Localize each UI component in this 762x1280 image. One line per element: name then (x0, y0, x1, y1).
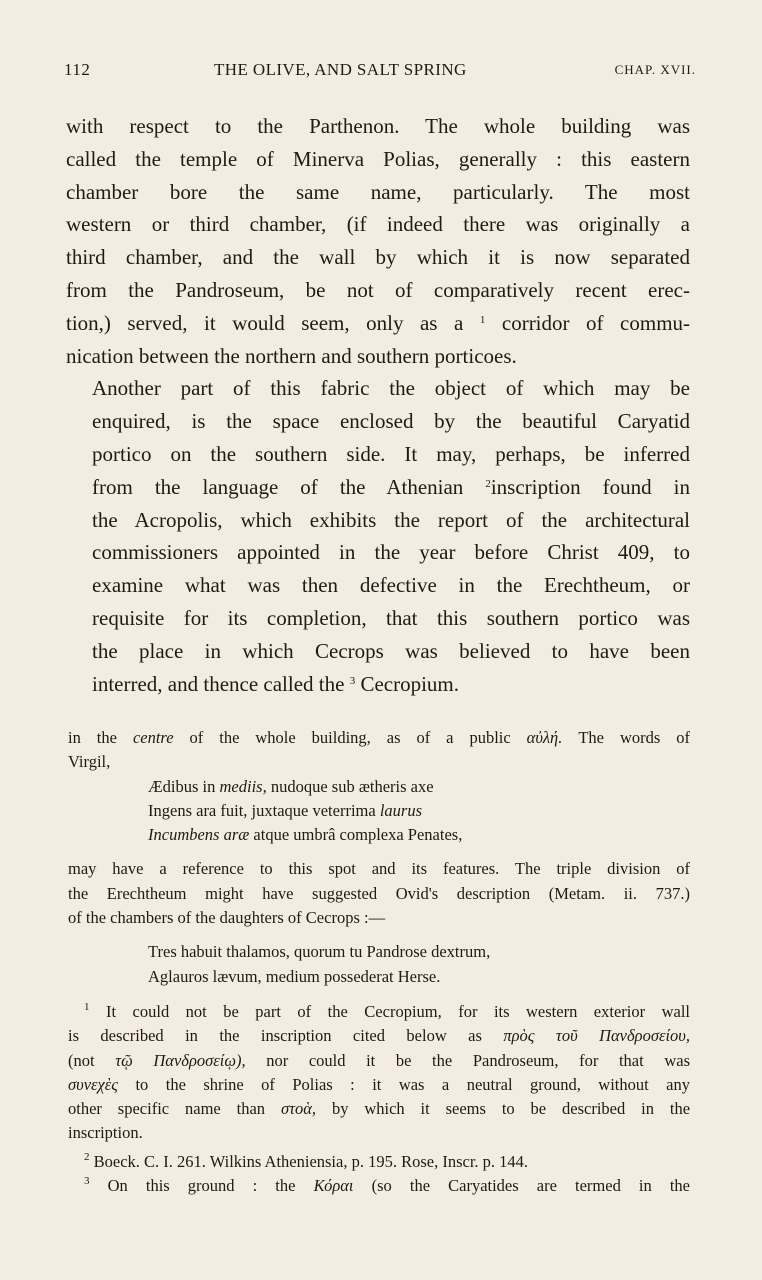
footnote-line: inscription. (68, 1123, 143, 1143)
greek-word: Κόραι (313, 1176, 354, 1196)
footnote-line (68, 1097, 690, 1121)
note-line (68, 726, 690, 750)
text-segment: Cecropium. (360, 671, 460, 696)
text-segment: from the language of the Athenian (92, 474, 464, 499)
paragraph-1 (66, 110, 690, 372)
text-line (66, 668, 690, 701)
italic-word: centre (132, 728, 174, 747)
text-segment: corridor of commu- (501, 310, 691, 335)
text-line: nication between the northern and southern porticoes. (66, 343, 517, 368)
text-line: commissioners appointed in the year before Christ 409, to (92, 540, 690, 565)
note-line: may have a reference to this spot and its features. The triple division of (68, 859, 690, 879)
running-header (64, 60, 696, 84)
text-segment: inscription found in (490, 474, 691, 499)
text-segment: (so the Caryatides are termed in the (371, 1176, 690, 1196)
footnote-line (68, 1000, 690, 1024)
text-segment: nudoque sub ætheris axe (270, 776, 434, 796)
text-segment: in the (68, 728, 117, 747)
note-continuation (68, 726, 690, 989)
footnotes (68, 1000, 690, 1198)
text-line: the place in which Cecrops was believed to have been (92, 638, 690, 663)
text-line: chamber bore the same name, particularly. The most (66, 179, 690, 204)
verse-line: Tres habuit thalamos, quorum tu Pandrose dextrum, (148, 942, 491, 962)
greek-word: τῷ Πανδροσείῳ), (115, 1050, 246, 1070)
running-title: THE OLIVE, AND SALT SPRING (214, 60, 467, 79)
greek-word: αὐλή. (526, 728, 563, 747)
text-segment: other specific name than (68, 1099, 266, 1119)
verse-quotation (68, 775, 690, 848)
paragraph-2 (66, 372, 690, 700)
footnote-line (68, 1174, 690, 1198)
text-segment: atque umbrâ complexa Penates, (253, 825, 463, 845)
footnote-ref[interactable]: 3 (349, 674, 356, 687)
text-line: western or third chamber, (if indeed there was originally a (66, 212, 690, 237)
verse-line: Aglauros lævum, medium possederat Herse. (148, 966, 441, 986)
greek-word: πρὸς τοῦ Πανδροσείου, (503, 1026, 691, 1046)
text-line: Another part of this fabric the object of which may be (92, 376, 690, 401)
footnote-line (68, 1150, 690, 1174)
greek-word: στοὰ, (280, 1099, 317, 1119)
text-segment: of the whole building, as of a public (189, 728, 511, 747)
text-segment: is described in the inscription cited below as (68, 1026, 482, 1046)
text-segment: On this ground : the (107, 1176, 296, 1196)
page-number: 112 (64, 60, 91, 79)
footnote-marker: 3 (84, 1175, 90, 1188)
footnote-marker: 2 (84, 1150, 90, 1163)
text-segment: Ingens ara fuit, juxtaque veterrima (148, 800, 376, 820)
note-line: of the chambers of the daughters of Cecrops :— (68, 908, 386, 928)
verse-line (148, 775, 690, 799)
note-line: Virgil, (68, 752, 111, 772)
text-line (66, 471, 690, 504)
main-text (66, 110, 690, 700)
text-line: third chamber, and the wall by which it is now separated (66, 245, 690, 270)
note-line: the Erechtheum might have suggested Ovid's description (Metam. ii. 737.) (68, 883, 690, 903)
text-segment: by which it seems to be described in the (331, 1099, 691, 1119)
italic-word: Incumbens aræ (148, 825, 250, 845)
italic-word: mediis, (219, 776, 267, 796)
text-segment: interred, and thence called the (92, 671, 345, 696)
text-line: requisite for its completion, that this southern portico was (92, 605, 690, 630)
text-segment: to the shrine of Polias : it was a neutral ground, without any (135, 1074, 691, 1094)
text-line: called the temple of Minerva Polias, generally : this eastern (66, 146, 690, 171)
text-segment: Ædibus in (148, 776, 216, 796)
text-segment: The words of (578, 728, 691, 747)
footnote-ref[interactable]: 1 (479, 313, 486, 326)
text-line: portico on the southern side. It may, perhaps, be inferred (92, 441, 690, 466)
footnote-line (68, 1049, 690, 1073)
footnote-line (68, 1073, 690, 1097)
text-segment: (not (68, 1050, 95, 1070)
verse-line (148, 799, 690, 823)
text-line: examine what was then defective in the Erechtheum, or (92, 573, 690, 598)
greek-word: συνεχὲς (68, 1074, 118, 1094)
footnote-ref[interactable]: 2 (485, 477, 491, 490)
text-segment: It could not be part of the Cecropium, for its western exterior wall (105, 1002, 690, 1021)
verse-quotation (68, 940, 690, 989)
chapter-label: CHAP. XVII. (614, 62, 696, 77)
footnote-line (68, 1024, 690, 1048)
text-line (66, 307, 690, 340)
text-segment: tion,) served, it would seem, only as a (66, 310, 464, 335)
verse-line (148, 823, 690, 847)
italic-word: laurus (379, 800, 423, 820)
text-line: with respect to the Parthenon. The whole building was (66, 114, 690, 138)
text-line: enquired, is the space enclosed by the beautiful Caryatid (92, 409, 690, 434)
text-line: from the Pandroseum, be not of comparatively recent erec- (66, 277, 690, 302)
text-segment: nor could it be the Pandroseum, for that was (266, 1050, 690, 1070)
text-line: the Acropolis, which exhibits the report of the architectural (92, 507, 690, 532)
footnote-marker: 1 (84, 1001, 90, 1013)
text-segment: Boeck. C. I. 261. Wilkins Atheniensia, p. 195. Rose, Inscr. p. 144. (93, 1151, 529, 1171)
